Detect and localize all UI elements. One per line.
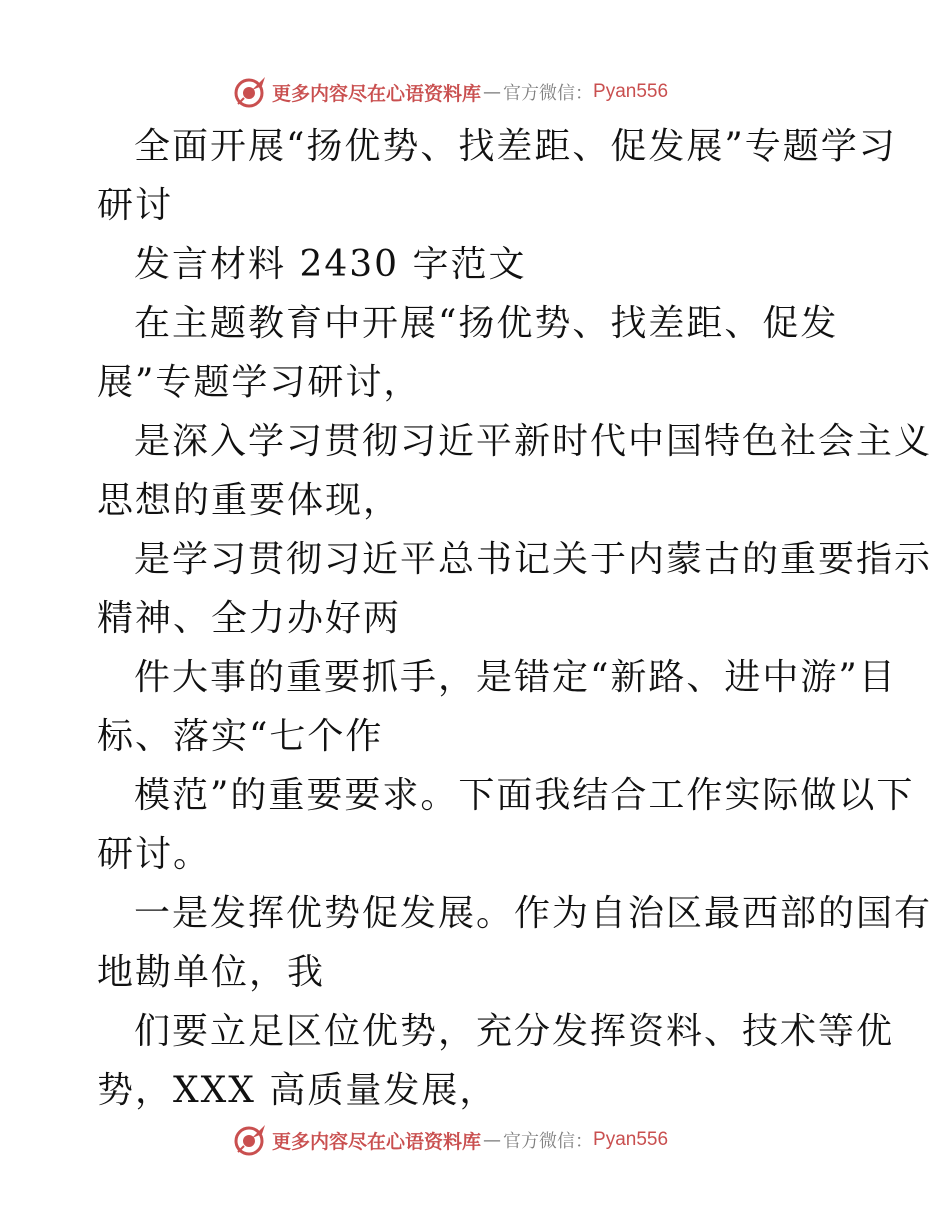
text-line: 模范”的重要要求。下面我结合工作实际做以下 — [134, 775, 915, 816]
text-line: 是学习贯彻习近平总书记关于内蒙古的重要指示 — [134, 539, 933, 580]
watermark-wechat-id: Pyan556 — [593, 1129, 669, 1150]
text-line: 展”专题学习研讨， — [97, 362, 422, 403]
text-line: 地勘单位，我 — [97, 952, 326, 993]
text-line: 件大事的重要抓手，是错定“新路、进中游”目 — [134, 657, 897, 698]
watermark-site-name: 更多内容尽在心语资料库 — [272, 82, 482, 105]
text-line: 标、落实“七个作 — [97, 716, 384, 757]
watermark-wechat-label: 官方微信： — [503, 1131, 594, 1152]
text-line: 发言材料 2430 字范文 — [134, 244, 527, 285]
text-line: 研讨 — [97, 185, 174, 226]
watermark-wechat-id: Pyan556 — [593, 81, 669, 102]
text-line: 思想的重要体现， — [97, 480, 402, 521]
text-line: 在主题教育中开展“扬优势、找差距、促发 — [134, 303, 839, 344]
footer-watermark — [0, 1120, 950, 1160]
watermark-dash: — — [483, 81, 502, 103]
text-line: 全面开展“扬优势、找差距、促发展”专题学习 — [134, 126, 897, 167]
watermark-wechat-label: 官方微信： — [503, 83, 594, 104]
watermark-dash: — — [483, 1129, 502, 1151]
text-line: 精神、全力办好两 — [97, 598, 402, 639]
text-line: 势，XXX 高质量发展， — [97, 1070, 498, 1111]
watermark-site-name: 更多内容尽在心语资料库 — [272, 1130, 482, 1153]
text-line: 是深入学习贯彻习近平新时代中国特色社会主义 — [134, 421, 933, 462]
text-line: 们要立足区位优势，充分发挥资料、技术等优 — [134, 1011, 895, 1052]
text-line: 研讨。 — [97, 834, 212, 875]
quill-logo-icon — [232, 1122, 268, 1158]
text-line: 一是发挥优势促发展。作为自治区最西部的国有 — [134, 893, 933, 934]
